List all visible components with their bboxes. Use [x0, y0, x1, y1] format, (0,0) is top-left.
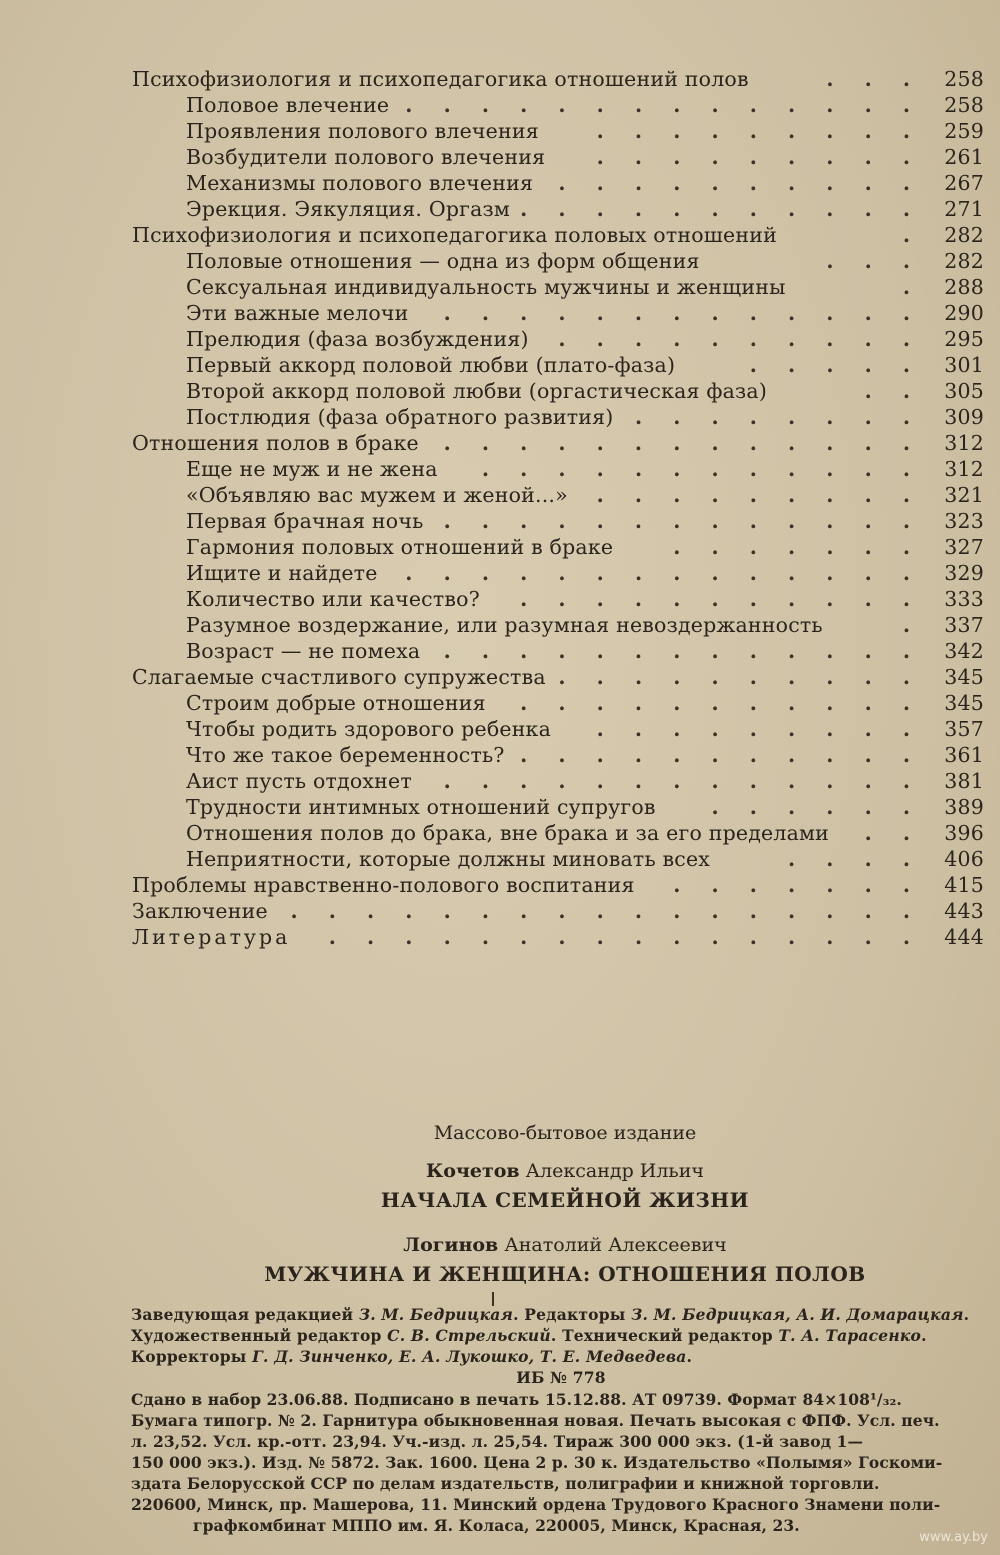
credit-label: Корректоры	[131, 1347, 253, 1366]
toc-entry-page: 329	[944, 561, 984, 585]
toc-entry-title: Эрекция. Эякуляция. Оргазм	[186, 197, 511, 221]
credit-punct: .	[686, 1347, 693, 1366]
credit-label: . Редакторы	[513, 1305, 632, 1324]
toc-leader-dots: . . . . . . .	[673, 535, 922, 559]
credits-line-editors	[131, 1304, 991, 1325]
ib-number: ИБ № 778	[516, 1368, 606, 1387]
toc-leader-dots: . . . . . . . . . .	[558, 665, 922, 689]
toc-entry-title: Что же такое беременность?	[186, 743, 505, 767]
credit-person: Г. Д. Зинченко, Е. А. Лукошко, Т. Е. Медведева	[252, 1347, 687, 1366]
toc-leader-dots: . . . . . . . . . . . . .	[443, 639, 922, 663]
toc-entry-page: 267	[944, 171, 984, 195]
toc-entry-page: 389	[944, 795, 984, 819]
toc-entry-page: 261	[944, 145, 984, 169]
toc-leader-dots: . . . . . . . . .	[596, 717, 922, 741]
toc-entry-page: 337	[944, 613, 984, 637]
editorial-credits	[131, 1304, 991, 1388]
toc-leader-dots: . . . . . . . . . . . . . .	[405, 561, 922, 585]
toc-entry	[132, 118, 984, 144]
toc-entry-title: Прелюдия (фаза возбуждения)	[186, 327, 529, 351]
toc-entry-page: 312	[944, 431, 984, 455]
toc-leader-dots: .	[902, 275, 922, 299]
toc-leader-dots: . . . . .	[749, 353, 922, 377]
toc-leader-dots: . . . . . . . . . . . .	[481, 457, 922, 481]
toc-entry	[132, 872, 984, 898]
toc-leader-dots: . . . . . . . . . . . . .	[443, 431, 922, 455]
toc-entry	[132, 508, 984, 534]
toc-entry-title: Психофизиология и психопедагогика половых отношений	[132, 223, 777, 247]
toc-entry	[132, 924, 984, 950]
toc-entry-title: Строим добрые отношения	[186, 691, 486, 715]
toc-leader-dots: . . . . . . . . . . .	[520, 691, 922, 715]
toc-entry-page: 295	[944, 327, 984, 351]
toc-entry	[132, 586, 984, 612]
toc-entry-title: Количество или качество?	[186, 587, 480, 611]
toc-entry-title: Гармония половых отношений в браке	[186, 535, 614, 559]
author-one-surname: Кочетов	[426, 1160, 520, 1182]
toc-entry	[132, 248, 984, 274]
credits-line-art-tech	[131, 1325, 991, 1346]
toc-entry-page: 288	[944, 275, 984, 299]
credit-person: Т. А. Тарасенко	[778, 1326, 922, 1345]
toc-entry	[132, 664, 984, 690]
toc-leader-dots: . . . .	[788, 847, 922, 871]
toc-entry-title: Эти важные мелочи	[186, 301, 409, 325]
toc-entry	[132, 534, 984, 560]
toc-entry-page: 290	[944, 301, 984, 325]
toc-leader-dots: . . . . . . . . . . . . . . . .	[328, 925, 922, 949]
toc-entry	[132, 404, 984, 430]
toc-entry	[132, 196, 984, 222]
toc-entry-page: 282	[944, 249, 984, 273]
toc-leader-dots: . . . . . . . . . . . . .	[443, 769, 922, 793]
toc-entry	[132, 690, 984, 716]
credit-punct: .	[921, 1326, 927, 1345]
toc-entry-page: 301	[944, 353, 984, 377]
publication-line: Бумага типогр. № 2. Гарнитура обыкновенная новая. Печать высокая с ФПФ. Усл. печ.	[131, 1411, 940, 1430]
toc-entry-title: Первый аккорд половой любви (плато-фаза)	[186, 353, 676, 377]
toc-entry-title: «Объявляю вас мужем и женой...»	[186, 483, 568, 507]
toc-leader-dots: . . . . . .	[711, 795, 922, 819]
toc-entry-page: 305	[944, 379, 984, 403]
toc-entry-page: 258	[944, 93, 984, 117]
toc-leader-dots: .	[902, 613, 922, 637]
toc-entry-title: Постлюдия (фаза обратного развития)	[186, 405, 614, 429]
credit-label: Художественный редактор	[131, 1326, 388, 1345]
toc-entry	[132, 482, 984, 508]
author-one-name: Александр Ильич	[525, 1160, 704, 1182]
toc-leader-dots: . . . . . . . . .	[596, 483, 922, 507]
toc-entry	[132, 170, 984, 196]
toc-leader-dots: . . . . . . . . . . . . .	[443, 509, 922, 533]
toc-entry-title: Проблемы нравственно-полового воспитания	[132, 873, 635, 897]
toc-entry-page: 259	[944, 119, 984, 143]
toc-entry	[132, 326, 984, 352]
toc-entry-page: 381	[944, 769, 984, 793]
toc-leader-dots: . .	[864, 821, 922, 845]
book-title-one: НАЧАЛА СЕМЕЙНОЙ ЖИЗНИ	[380, 1188, 750, 1212]
toc-entry-page: 282	[944, 223, 984, 247]
toc-leader-dots: . . . . . . .	[673, 873, 922, 897]
toc-leader-dots: . . .	[826, 67, 922, 91]
publication-line: 220600, Минск, пр. Машерова, 11. Минский ордена Трудового Красного Знамени поли-	[131, 1495, 941, 1514]
publication-line: графкомбинат МППО им. Я. Коласа, 220005, Минск, Красная, 23.	[193, 1516, 800, 1535]
author-two-surname: Логинов	[403, 1234, 499, 1256]
toc-entry	[132, 820, 984, 846]
toc-entry	[132, 768, 984, 794]
toc-entry	[132, 898, 984, 924]
toc-entry-page: 321	[944, 483, 984, 507]
toc-entry-page: 309	[944, 405, 984, 429]
publication-line: здата Белорусской ССР по делам издательств, полиграфии и книжной торговли.	[131, 1474, 880, 1493]
toc-entry-page: 406	[944, 847, 984, 871]
toc-entry-page: 312	[944, 457, 984, 481]
toc-leader-dots: . . . . . . . . .	[596, 119, 922, 143]
publication-details	[131, 1389, 989, 1536]
toc-leader-dots: . . . . . . . . . .	[558, 171, 922, 195]
toc-entry-title: Второй аккорд половой любви (оргастическая фаза)	[186, 379, 768, 403]
toc-entry-title: Трудности интимных отношений супругов	[186, 795, 656, 819]
toc-entry	[132, 222, 984, 248]
toc-leader-dots: . . . . . . . . . . . . . .	[405, 93, 922, 117]
credits-line-proofreaders	[131, 1346, 991, 1367]
toc-leader-dots: . . . . . . . . . . .	[520, 587, 922, 611]
toc-entry-page: 444	[944, 925, 984, 949]
toc-entry-page: 443	[944, 899, 984, 923]
toc-entry	[132, 274, 984, 300]
toc-entry-title: Проявления полового влечения	[186, 119, 539, 143]
toc-entry-page: 333	[944, 587, 984, 611]
toc-entry-page: 357	[944, 717, 984, 741]
toc-entry	[132, 612, 984, 638]
toc-leader-dots: . . . . . . . . . . .	[520, 743, 922, 767]
toc-entry	[132, 430, 984, 456]
toc-entry	[132, 300, 984, 326]
toc-entry-title: Аист пусть отдохнет	[186, 769, 412, 793]
toc-entry-title: Механизмы полового влечения	[186, 171, 534, 195]
toc-entry	[132, 66, 984, 92]
toc-entry-title: Ищите и найдете	[186, 561, 378, 585]
toc-leader-dots: . . .	[826, 249, 922, 273]
toc-entry-title: Первая брачная ночь	[186, 509, 424, 533]
toc-entry	[132, 456, 984, 482]
author-one	[130, 1160, 1000, 1182]
toc-leader-dots: . . . . . . . .	[634, 405, 922, 429]
toc-entry-page: 361	[944, 743, 984, 767]
book-title-two: МУЖЧИНА И ЖЕНЩИНА: ОТНОШЕНИЯ ПОЛОВ	[264, 1262, 866, 1286]
toc-entry-title: Половые отношения — одна из форм общения	[186, 249, 700, 273]
toc-entry-page: 258	[944, 67, 984, 91]
toc-leader-dots: . . . . . . . . . . . . .	[443, 301, 922, 325]
toc-entry	[132, 352, 984, 378]
toc-leader-dots: . . . . . . . . . . . . . . . . .	[290, 899, 922, 923]
credit-person: З. М. Бедрицкая	[358, 1305, 514, 1324]
toc-entry	[132, 378, 984, 404]
author-two	[130, 1234, 1000, 1256]
toc-leader-dots: . . . . . . . . . . .	[520, 197, 922, 221]
credit-punct: .	[963, 1305, 970, 1324]
toc-entry	[132, 560, 984, 586]
toc-entry	[132, 716, 984, 742]
toc-entry-title: Отношения полов до брака, вне брака и за его пределами	[186, 821, 830, 845]
toc-entry-title: Литература	[132, 925, 291, 949]
toc-entry	[132, 144, 984, 170]
toc-entry-page: 342	[944, 639, 984, 663]
toc-entry-title: Еще не муж и не жена	[186, 457, 438, 481]
toc-entry-page: 415	[944, 873, 984, 897]
toc-entry	[132, 846, 984, 872]
toc-entry-page: 345	[944, 665, 984, 689]
watermark-text: www.ay.by	[919, 1530, 988, 1545]
toc-entry-page: 323	[944, 509, 984, 533]
toc-entry-title: Возбудители полового влечения	[186, 145, 546, 169]
toc-entry-title: Возраст — не помеха	[186, 639, 421, 663]
toc-entry	[132, 638, 984, 664]
toc-entry	[132, 794, 984, 820]
table-of-contents	[132, 66, 984, 950]
publication-line: л. 23,52. Усл. кр.-отт. 23,94. Уч.-изд. л. 25,54. Тираж 300 000 экз. (1-й завод 1—	[131, 1432, 864, 1451]
toc-entry-title: Половое влечение	[186, 93, 390, 117]
toc-entry-title: Неприятности, которые должны миновать всех	[186, 847, 711, 871]
toc-entry-title: Разумное воздержание, или разумная невоздержанность	[186, 613, 823, 637]
toc-leader-dots: . .	[864, 379, 922, 403]
author-two-name: Анатолий Алексеевич	[504, 1234, 727, 1256]
toc-entry-title: Сексуальная индивидуальность мужчины и женщины	[186, 275, 786, 299]
credit-label: Заведующая редакцией	[131, 1305, 359, 1324]
toc-entry-title: Отношения полов в браке	[132, 431, 419, 455]
toc-entry	[132, 742, 984, 768]
toc-leader-dots: . . . . . . . . . .	[558, 327, 922, 351]
toc-entry-title: Чтобы родить здорового ребенка	[186, 717, 551, 741]
toc-entry-page: 396	[944, 821, 984, 845]
toc-leader-dots: .	[902, 223, 922, 247]
credit-person: З. М. Бедрицкая, А. И. Домарацкая	[631, 1305, 964, 1324]
publication-line: 150 000 экз.). Изд. № 5872. Зак. 1600. Цена 2 р. 30 к. Издательство «Полымя» Госкоми-	[131, 1453, 943, 1472]
publication-line: Сдано в набор 23.06.88. Подписано в печать 15.12.88. АТ 09739. Формат 84×108¹/₃₂.	[131, 1390, 902, 1409]
toc-entry-page: 271	[944, 197, 984, 221]
toc-entry-page: 345	[944, 691, 984, 715]
toc-entry	[132, 92, 984, 118]
credit-person: С. В. Стрельский	[387, 1326, 551, 1345]
toc-entry-title: Психофизиология и психопедагогика отношений полов	[132, 67, 749, 91]
toc-entry-page: 327	[944, 535, 984, 559]
toc-leader-dots: . . . . . . . . .	[596, 145, 922, 169]
toc-entry-title: Слагаемые счастливого супружества	[132, 665, 546, 689]
series-label: Массово-бытовое издание	[433, 1122, 697, 1144]
credit-label: . Технический редактор	[550, 1326, 779, 1345]
toc-entry-title: Заключение	[132, 899, 268, 923]
